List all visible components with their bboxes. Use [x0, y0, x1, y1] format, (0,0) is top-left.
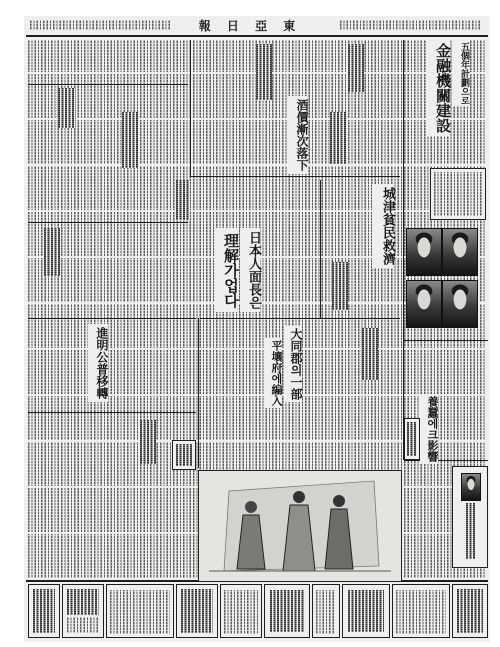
portrait-photo: [442, 228, 478, 276]
advertisement-text: [396, 588, 446, 634]
header-rule-top: [26, 35, 488, 37]
advertisement: [62, 584, 104, 638]
subheadline-block: [122, 112, 138, 168]
subheadline-block: [176, 180, 190, 220]
advertisement-text: [457, 589, 483, 633]
advertisement: [264, 584, 310, 638]
advertisement-text: [270, 590, 304, 632]
advertisement: [176, 584, 218, 638]
article-rule: [198, 318, 199, 468]
header-left-info: [30, 20, 170, 30]
boxed-notice-text: [434, 172, 482, 216]
advertisement-text: [110, 588, 170, 634]
article-rule: [200, 318, 400, 319]
headline-finance-institutions: 金融機關建設: [426, 40, 450, 136]
article-rule: [28, 84, 188, 85]
article-rule: [28, 222, 188, 223]
illustration: [198, 470, 402, 582]
advertisement: [312, 584, 340, 638]
advertisement: [342, 584, 390, 638]
headline-jinmyeong-move: 進明公普移轉: [88, 324, 108, 402]
portrait-photo: [406, 228, 442, 276]
advertisement-text: [67, 589, 99, 615]
advertisement: [106, 584, 174, 638]
serial-novel-portrait: [461, 473, 481, 501]
subheadline-block: [348, 44, 364, 92]
subheadline-block: [140, 420, 156, 464]
advertisement: [220, 584, 262, 638]
advertisement-text: [348, 590, 384, 632]
advertisement-text: [33, 589, 55, 633]
headline-pyongyang-merge: 平壤府에編入: [265, 338, 282, 408]
advertisement-text: [224, 588, 258, 634]
serial-novel-box: [452, 466, 488, 568]
subheadline-block: [58, 88, 76, 128]
headline-liquor-price: 酒價漸次落下: [288, 96, 308, 174]
article-rule: [190, 40, 191, 176]
subheadline-block: [256, 44, 272, 100]
serial-novel-title: [466, 503, 476, 559]
advertisement: [392, 584, 450, 638]
advertisement-text: [67, 617, 99, 633]
header-right-info: [340, 20, 480, 30]
headline-daedong-part: 大同郡의一部: [284, 326, 302, 402]
article-rule: [28, 318, 196, 319]
headline-sericulture-impact: 養蠶에크影響: [420, 394, 438, 464]
article-rule: [190, 176, 400, 177]
headline-seongjin-relief: 城津貧民救濟: [372, 184, 394, 268]
article-rule: [320, 180, 321, 318]
subheadline-block: [330, 112, 346, 164]
subheadline-block: [332, 262, 348, 310]
advertisement-text: [181, 589, 213, 633]
subheadline-block: [44, 228, 60, 276]
portrait-photo: [406, 280, 442, 328]
boxed-notice-text: [176, 444, 192, 466]
boxed-notice-text: [407, 422, 417, 456]
portrait-photo: [442, 280, 478, 328]
headline-japanese-chief: 日本人面長은: [240, 228, 260, 312]
article-rule: [404, 460, 488, 461]
advertisement-text: [316, 588, 336, 634]
article-rule: [28, 412, 196, 413]
advertisement: [28, 584, 60, 638]
illustration-drawing: [199, 471, 401, 581]
boxed-notice: [172, 440, 196, 470]
boxed-notice: [430, 168, 486, 220]
boxed-notice: [404, 418, 420, 460]
headline-no-understanding: 理解가업다: [214, 228, 238, 312]
article-rule: [404, 340, 488, 341]
subheadline-block: [362, 328, 378, 380]
advertisement: [452, 584, 488, 638]
headline-five-year-plan: 五個年計劃으로: [452, 40, 468, 106]
masthead-title: 報 日 亞 東: [198, 19, 302, 33]
article-rule: [403, 40, 404, 460]
